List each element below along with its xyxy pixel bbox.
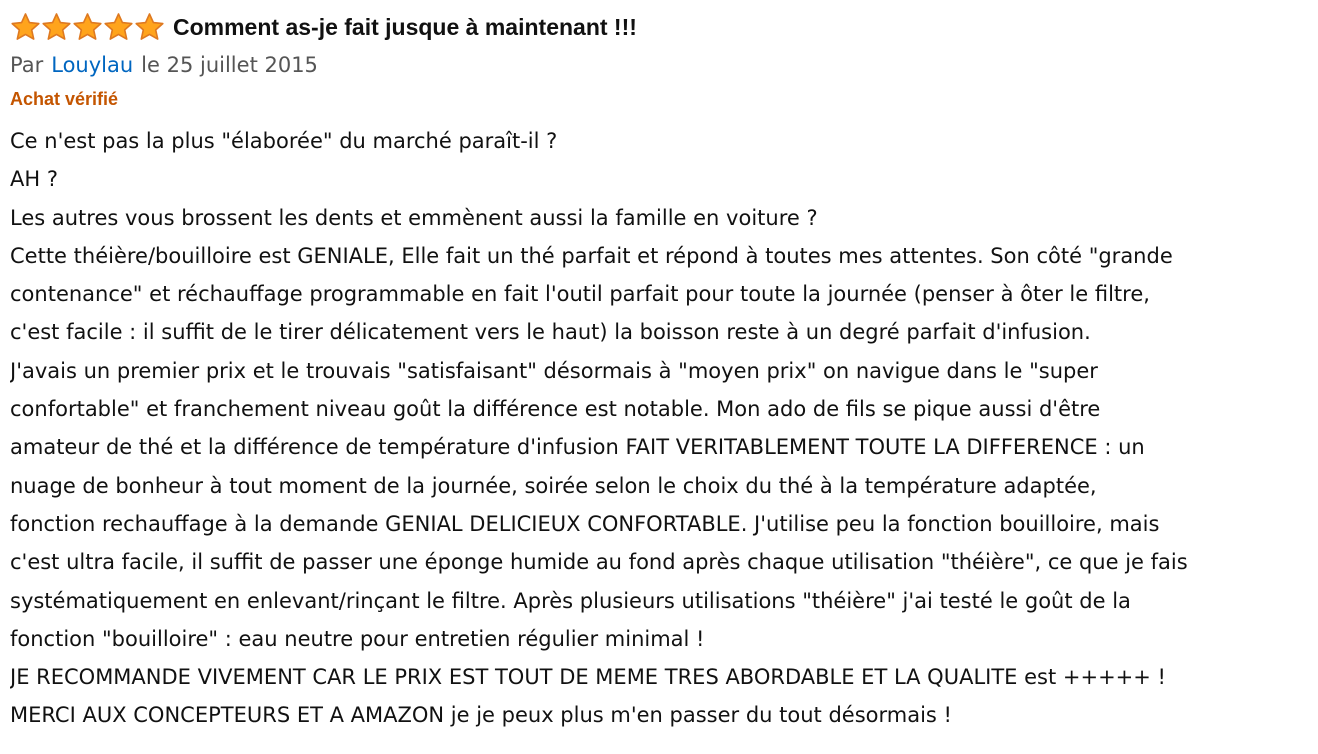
- review-body-line: Ce n'est pas la plus "élaborée" du marché paraît-il ?: [10, 129, 558, 153]
- review-body-line: c'est ultra facile, il suffit de passer une éponge humide au fond après chaque utilisation "théière", ce que je fais: [10, 550, 1188, 575]
- review-title[interactable]: Comment as-je fait jusque à maintenant !!!: [173, 13, 637, 40]
- review-body-line: Les autres vous brossent les dents et emmènent aussi la famille en voiture ?: [10, 205, 818, 230]
- star-icon: [103, 12, 134, 43]
- review-body-line: fonction "bouilloire" : eau neutre pour entretien régulier minimal !: [10, 626, 705, 651]
- star-icon: [72, 12, 103, 43]
- review-body-line: nuage de bonheur à tout moment de la journée, soirée selon le choix du thé à la température adaptée,: [10, 473, 1097, 498]
- review-body-line: AH ?: [10, 167, 58, 192]
- author-link[interactable]: Louylau: [51, 53, 134, 77]
- review-body-line: Cette théière/bouilloire est GENIALE, Elle fait un thé parfait et répond à toutes mes attentes. Son côté "grande: [10, 243, 1173, 268]
- review-body-line: JE RECOMMANDE VIVEMENT CAR LE PRIX EST TOUT DE MEME TRES ABORDABLE ET LA QUALITE est +++++ !: [10, 665, 1166, 690]
- review-body-line: c'est facile : il suffit de le tirer délicatement vers le haut) la boisson reste à un degré parfait d'infusion.: [10, 320, 1091, 345]
- review-body: [10, 122, 1315, 735]
- review-body-line: J'avais un premier prix et le trouvais "satisfaisant" désormais à "moyen prix" on navigue dans le "super: [10, 358, 1098, 383]
- review-body-line: confortable" et franchement niveau goût la différence est notable. Mon ado de fils se pique aussi d'être: [10, 397, 1101, 422]
- by-label: Par: [10, 53, 44, 77]
- review-body-line: contenance" et réchauffage programmable en fait l'outil parfait pour toute la journée (penser à ôter le filtre,: [10, 282, 1150, 307]
- verified-purchase-badge: Achat vérifié: [10, 88, 119, 109]
- review-body-line: systématiquement en enlevant/rinçant le filtre. Après plusieurs utilisations "théière" j'ai testé le goût de la: [10, 588, 1131, 613]
- star-icon: [10, 12, 41, 43]
- star-icon: [134, 12, 165, 43]
- star-icon: [41, 12, 72, 43]
- review-byline: [10, 50, 1318, 80]
- review-body-line: fonction rechauffage à la demande GENIAL DELICIEUX CONFORTABLE. J'utilise peu la fonction bouilloire, mais: [10, 511, 1160, 536]
- review-header: [10, 8, 1318, 46]
- review-body-line: MERCI AUX CONCEPTEURS ET A AMAZON je je peux plus m'en passer du tout désormais !: [10, 703, 952, 728]
- review-date: le 25 juillet 2015: [141, 53, 318, 77]
- review-body-line: amateur de thé et la différence de température d'infusion FAIT VERITABLEMENT TOUTE LA DIFFERENCE : un: [10, 435, 1145, 460]
- star-rating[interactable]: [10, 12, 165, 43]
